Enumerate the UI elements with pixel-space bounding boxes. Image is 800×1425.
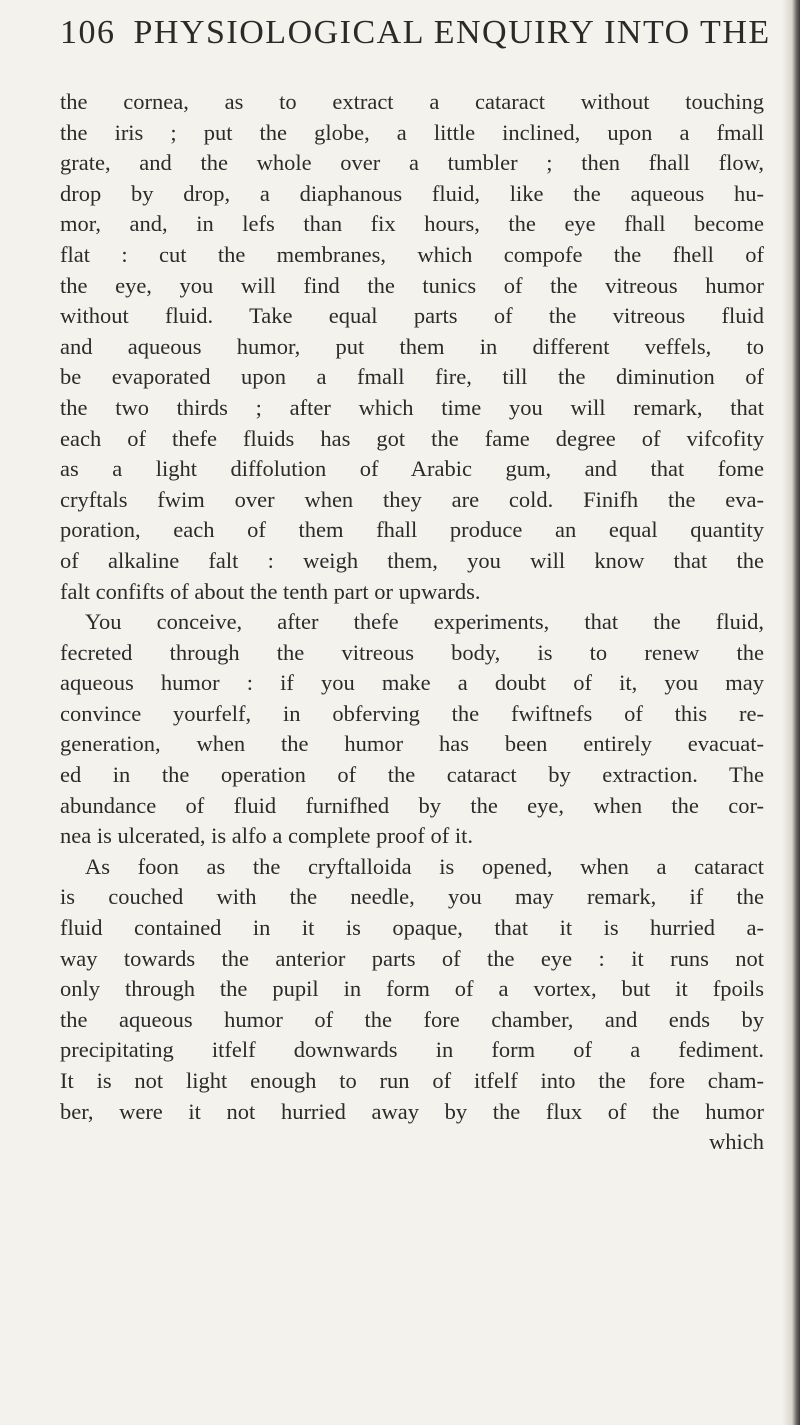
text-line: You conceive, after thefe experiments, that the fluid, [85, 609, 764, 635]
text-line: abundance of fluid furnifhed by the eye, when the cor- [60, 792, 764, 818]
running-title: PHYSIOLOGICAL ENQUIRY INTO THE [133, 14, 771, 51]
text-line: generation, when the humor has been entirely evacuat- [60, 731, 764, 757]
text-line: the aqueous humor of the fore chamber, and ends by [60, 1006, 764, 1032]
text-line: precipitating itfelf downwards in form of a fediment. [60, 1037, 764, 1063]
text-line: poration, each of them fhall produce an equal quantity [60, 517, 764, 543]
text-line: fluid contained in it is opaque, that it is hurried a- [60, 915, 764, 941]
text-line: without fluid. Take equal parts of the vitreous fluid [60, 303, 764, 329]
text-line: cryftals fwim over when they are cold. Finifh the eva- [60, 486, 764, 512]
text-line: the cornea, as to extract a cataract without touching [60, 89, 764, 114]
body-text [60, 87, 764, 1158]
text-line: way towards the anterior parts of the eye : it runs not [60, 945, 764, 971]
text-line: ed in the operation of the cataract by extraction. The [60, 762, 764, 788]
text-line: be evaporated upon a fmall fire, till the diminution of [60, 364, 764, 390]
text-line: each of thefe fluids has got the fame degree of vifcofity [60, 425, 764, 451]
text-line: mor, and, in lefs than fix hours, the eye fhall become [60, 211, 764, 237]
text-line: ber, were it not hurried away by the flux of the humor [60, 1098, 764, 1124]
text-line: flat : cut the membranes, which compofe the fhell of [60, 241, 764, 267]
text-line: As foon as the cryftalloida is opened, when a cataract [85, 853, 764, 879]
text-line: fecreted through the vitreous body, is to renew the [60, 639, 764, 665]
page-number: 106 [60, 14, 116, 51]
text-line: the two thirds ; after which time you will remark, that [60, 394, 764, 420]
text-line: drop by drop, a diaphanous fluid, like the aqueous hu- [60, 180, 764, 206]
text-line: convince yourfelf, in obferving the fwiftnefs of this re- [60, 700, 764, 726]
text-line: aqueous humor : if you make a doubt of it, you may [60, 670, 764, 696]
text-line: only through the pupil in form of a vortex, but it fpoils [60, 976, 764, 1002]
text-line: grate, and the whole over a tumbler ; then fhall flow, [60, 150, 764, 176]
text-line: the iris ; put the globe, a little inclined, upon a fmall [60, 119, 764, 145]
text-line: falt confifts of about the tenth part or upwards. [60, 578, 481, 604]
text-line: the eye, you will find the tunics of the vitreous humor [60, 272, 764, 298]
text-line: and aqueous humor, put them in different veffels, to [60, 333, 764, 359]
running-header [60, 14, 771, 52]
text-line: as a light diffolution of Arabic gum, and that fome [60, 456, 764, 482]
text-line: is couched with the needle, you may remark, if the [60, 884, 764, 910]
text-line: It is not light enough to run of itfelf into the fore cham- [60, 1068, 764, 1093]
text-line: nea is ulcerated, is alfo a complete proof of it. [60, 823, 473, 849]
page-edge-shadow [782, 0, 800, 1425]
text-line: of alkaline falt : weigh them, you will know that the [60, 547, 764, 573]
catchword: which [709, 1129, 764, 1155]
